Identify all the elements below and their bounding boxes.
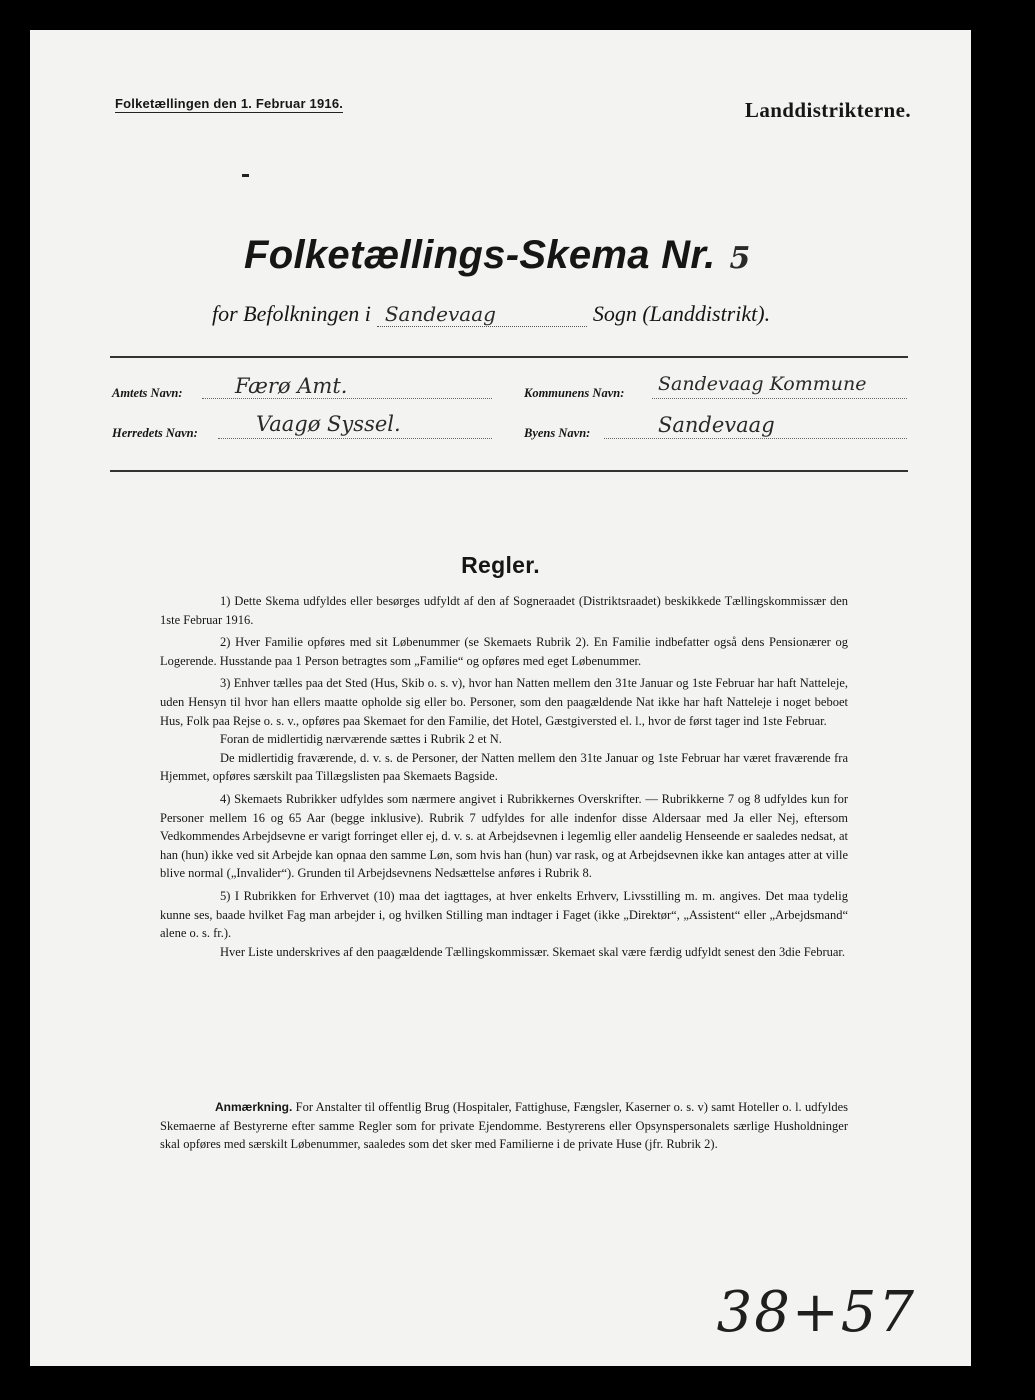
rule-3-absent: De midlertidig fraværende, d. v. s. de Personer, der Natten mellem den 31te Januar og 1ste Februar har været fraværende fra Hjemmet, opføres særskilt paa Tillægslisten paa Skemaets Bagside.	[160, 750, 848, 784]
remark-section	[160, 1098, 848, 1154]
herred-line	[218, 438, 492, 439]
rules-body	[160, 592, 848, 965]
rule-signature: Hver Liste underskrives af den paagældende Tællingskommissær. Skemaet skal være færdig udfyldt senest den 3die Februar.	[220, 944, 845, 959]
subtitle-prefix: for Befolkningen i	[212, 301, 371, 326]
amt-value: Færø Amt.	[235, 374, 348, 398]
census-form-page	[30, 30, 971, 1366]
amt-line	[202, 398, 492, 399]
kommune-line	[652, 398, 907, 399]
handwritten-page-number: 38+57	[716, 1280, 916, 1345]
rule-4: 4) Skemaets Rubrikker udfyldes som nærmere angivet i Rubrikkernes Overskrifter. — Rubrikkerne 7 og 8 udfyldes kun for Personer mellem 16 og 65 Aar (begge inklusive). Rubrik 7 udfyldes for alle indenfor disse Aldersaar med Ja eller Nej, eftersom Vedkommendes Arbejdsevne er varigt forringet eller ej, d. v. s. at Arbejdsevnen i legemlig eller aandelig Henseende er saaledes nedsat, at han (hun) ikke ved sit Arbejde kan opnaa den samme Løn, som hvis han (hun) var rask, og at Arbejdsevnen ikke kan antages atter at ville blive normal („Invalider“). Grunden til Arbejdsevnens Nedsættelse anføres i Rubrik 8.	[160, 791, 848, 881]
parish-name: Sandevaag	[377, 302, 587, 327]
rule-1: 1) Dette Skema udfyldes eller besørges udfyldt af den af Sogneraadet (Distriktsraadet) beskikkede Tællingskommissær den 1ste Februar 1916.	[160, 594, 848, 627]
district-type-header: Landdistrikterne.	[744, 98, 911, 122]
kommune-label: Kommunens Navn:	[524, 386, 625, 400]
herred-value: Vaagø Syssel.	[256, 412, 401, 436]
remark-text: For Anstalter til offentlig Brug (Hospitaler, Fattighuse, Fængsler, Kaserner o. s. v) samt Hoteller o. l. udfyldes Skemaerne af Bestyrerne efter samme Regler som for private Ejendomme. Bestyrerens eller Opsynspersonalets særlige Husholdninger skal opføres med særskilt Løbenummer, saaledes som det sker med Familierne i de private Huse (jfr. Rubrik 2).	[160, 1100, 848, 1152]
subtitle-suffix: Sogn (Landdistrikt).	[592, 301, 771, 326]
by-value: Sandevaag	[658, 413, 775, 437]
amt-label: Amtets Navn:	[112, 386, 183, 400]
form-number: 5	[729, 241, 751, 276]
ink-dash-mark	[242, 174, 249, 177]
rule-2: 2) Hver Familie opføres med sit Løbenummer (se Skemaets Rubrik 2). En Familie indbefatter også dens Pensionærer og Logerende. Husstande paa 1 Person betragtes som „Familie“ og opføres med eget Løbenummer.	[160, 635, 848, 668]
bleed-through-mark	[52, 66, 65, 106]
rule-5: 5) I Rubrikken for Erhvervet (10) maa det iagttages, at hver enkelts Erhverv, Livsstilling m. m. angives. Det maa tydelig kunne ses, baade hvilket Fag man arbejder i, og hvilken Stilling man indtager i Faget (ikke „Direktør“, „Assistent“ eller „Arbejdsmand“ alene o. s. fr.).	[160, 888, 848, 941]
remark-lead: Anmærkning.	[215, 1100, 293, 1114]
top-divider	[110, 356, 908, 358]
by-label: Byens Navn:	[524, 426, 591, 440]
form-title	[244, 233, 751, 278]
form-title-text: Folketællings-Skema Nr.	[244, 233, 716, 277]
rules-heading: Regler.	[461, 552, 540, 578]
census-date-header: Folketællingen den 1. Februar 1916.	[115, 96, 344, 111]
herred-label: Herredets Navn:	[112, 426, 198, 440]
kommune-value: Sandevaag Kommune	[658, 373, 867, 395]
rule-3: 3) Enhver tælles paa det Sted (Hus, Skib o. s. v), hvor han Natten mellem den 31te Januar og 1ste Februar har haft Natteleje, uden Hensyn til hvor han ellers maatte opholde sig eller bo. Personer, som den paagældende Nat ikke har haft Natteleje i noget beboet Hus, Folk paa Rejse o. s. v., opføres paa Skemaet for den Familie, det Hotel, Gæstgiversted el. l., hvor de først tager ind 1ste Februar.	[160, 676, 848, 728]
by-line	[604, 438, 907, 439]
fields-divider	[110, 470, 908, 472]
rule-3-present: Foran de midlertidig nærværende sættes i Rubrik 2 et N.	[220, 732, 502, 747]
population-subtitle	[212, 301, 770, 327]
